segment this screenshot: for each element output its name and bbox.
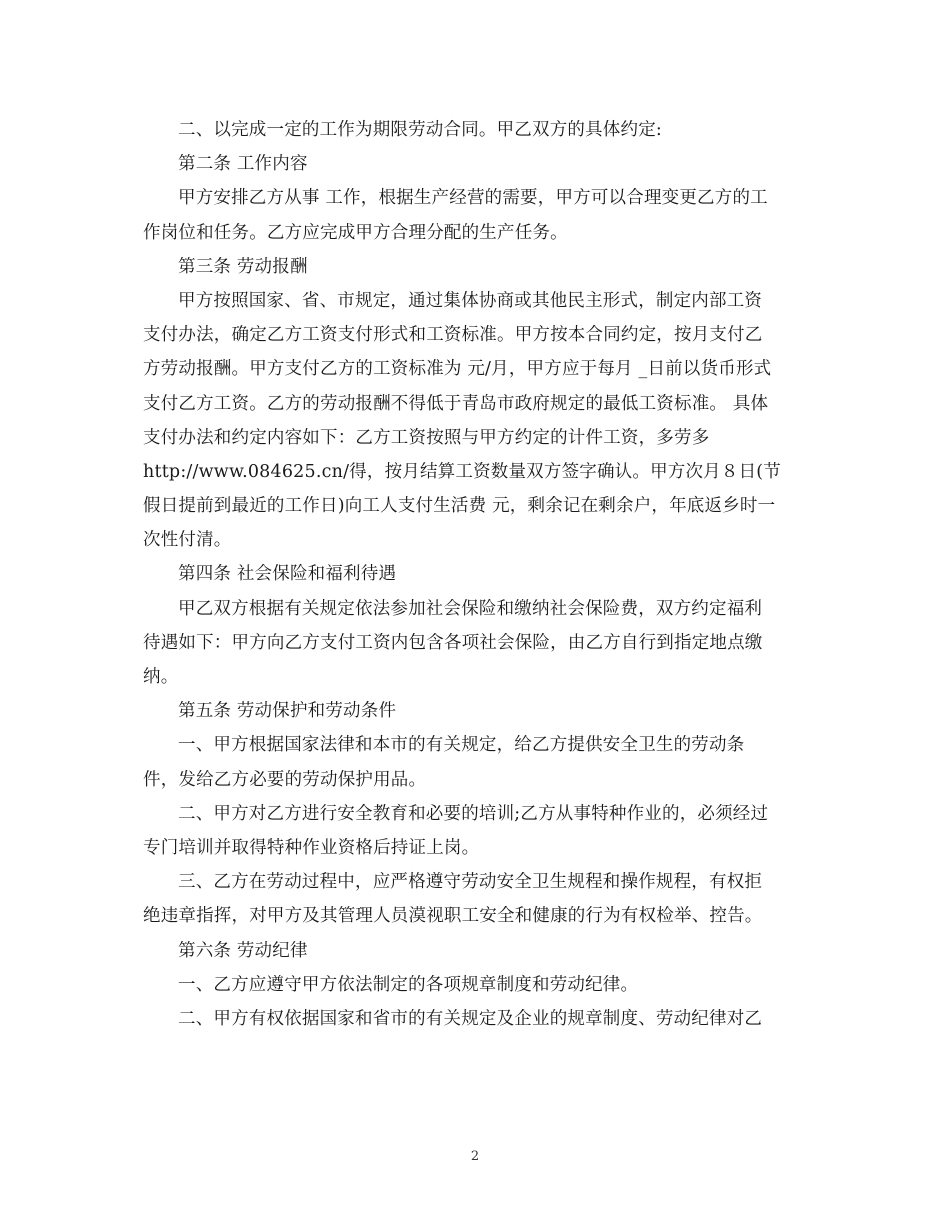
text-line: 甲方按照国家、省、市规定，通过集体协商或其他民主形式，制定内部工资 (178, 290, 763, 311)
text-line: 支付办法和约定内容如下：乙方工资按照与甲方约定的计件工资，多劳多 (143, 427, 710, 448)
text-line: 支付办法，确定乙方工资支付形式和工资标准。甲方按本合同约定，按月支付乙 (143, 325, 763, 346)
text-line: 绝违章指挥，对甲方及其管理人员漠视职工安全和健康的行为有权检举、控告。 (143, 906, 763, 927)
text-line: 作岗位和任务。乙方应完成甲方合理分配的生产任务。 (143, 222, 568, 243)
document-body (143, 113, 808, 1036)
text-line: 一、甲方根据国家法律和本市的有关规定，给乙方提供安全卫生的劳动条 (178, 735, 745, 756)
text-line: 假日提前到最近的工作日)向工人支付生活费 元，剩余记在剩余户，年底返乡时一 (143, 496, 776, 517)
text-line: 三、乙方在劳动过程中，应严格遵守劳动安全卫生规程和操作规程，有权拒 (178, 872, 763, 893)
text-line: 第五条 劳动保护和劳动条件 (178, 701, 397, 722)
text-line: 二、甲方对乙方进行安全教育和必要的培训;乙方从事特种作业的，必须经过 (178, 803, 769, 824)
text-line: 二、甲方有权依据国家和省市的有关规定及企业的规章制度、劳动纪律对乙 (178, 1008, 763, 1029)
text-line: 方劳动报酬。甲方支付乙方的工资标准为 元/月，甲方应于每月 _日前以货币形式 (143, 359, 772, 380)
text-line: 甲方安排乙方从事 工作，根据生产经营的需要，甲方可以合理变更乙方的工 (178, 188, 768, 209)
text-line: 第六条 劳动纪律 (178, 940, 308, 961)
text-line: 纳。 (143, 667, 179, 687)
text-line: 一、乙方应遵守甲方依法制定的各项规章制度和劳动纪律。 (178, 974, 639, 995)
text-line: 待遇如下：甲方向乙方支付工资内包含各项社会保险，由乙方自行到指定地点缴 (143, 632, 763, 653)
text-line: 次性付清。 (143, 530, 232, 551)
text-line: 二、以完成一定的工作为期限劳动合同。甲乙双方的具体约定: (178, 120, 662, 140)
page-number: 2 (470, 1149, 480, 1164)
text-line: 第四条 社会保险和福利待遇 (178, 564, 397, 585)
text-line: 专门培训并取得特种作业资格后持证上岗。 (143, 837, 480, 858)
text-line: 第三条 劳动报酬 (178, 256, 308, 277)
text-line: 甲乙双方根据有关规定依法参加社会保险和缴纳社会保险费，双方约定福利 (178, 598, 763, 619)
text-line: 第二条 工作内容 (178, 154, 308, 175)
text-line: http://www.084625.cn/得，按月结算工资数量双方签字确认。甲方次月８日(节 (143, 461, 782, 482)
text-line: 支付乙方工资。乙方的劳动报酬不得低于青岛市政府规定的最低工资标准。 具体 (143, 393, 769, 414)
text-line: 件，发给乙方必要的劳动保护用品。 (143, 769, 427, 790)
